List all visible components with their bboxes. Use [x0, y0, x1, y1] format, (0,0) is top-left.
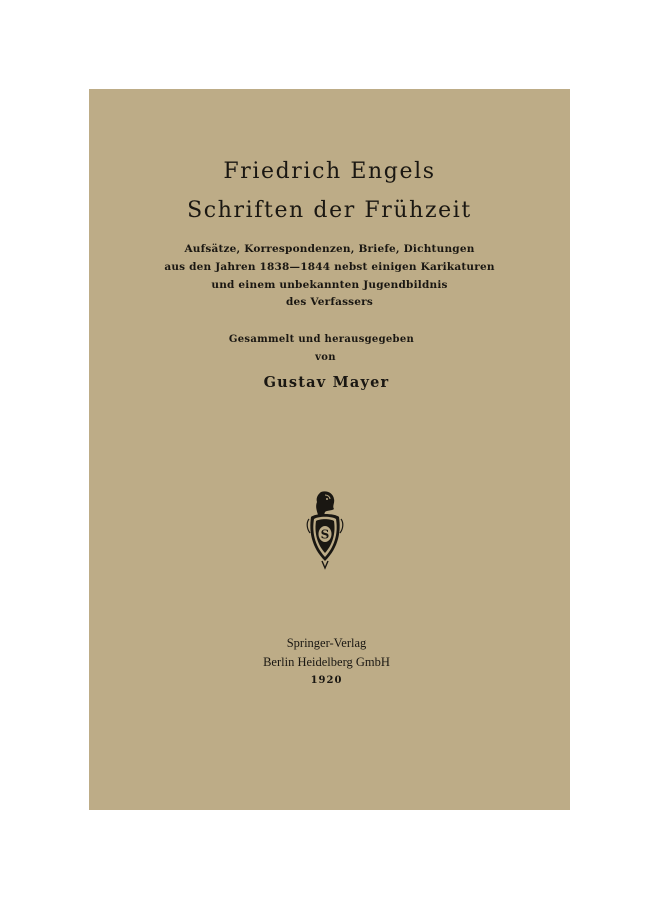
publisher-location: Berlin Heidelberg GmbH — [263, 655, 390, 669]
springer-knight-logo-icon — [305, 489, 345, 571]
book-cover — [89, 89, 570, 810]
title-line-1: Friedrich Engels — [223, 159, 436, 184]
description-line-1: Aufsätze, Korrespondenzen, Briefe, Dichtungen — [184, 243, 475, 255]
description-line-4: des Verfassers — [285, 296, 374, 308]
description-line-3: und einem unbekannten Jugendbildnis — [211, 279, 448, 291]
author-name: Gustav Mayer — [263, 374, 390, 391]
by-label: von — [315, 352, 336, 363]
publication-year: 1920 — [310, 675, 343, 686]
svg-text:S: S — [320, 527, 330, 542]
description-line-2: aus den Jahren 1838—1844 nebst einigen Karikaturen — [164, 261, 495, 273]
publisher-name: Springer-Verlag — [286, 636, 367, 650]
collected-label: Gesammelt und herausgegeben — [228, 334, 415, 345]
title-line-2: Schriften der Frühzeit — [187, 198, 472, 223]
